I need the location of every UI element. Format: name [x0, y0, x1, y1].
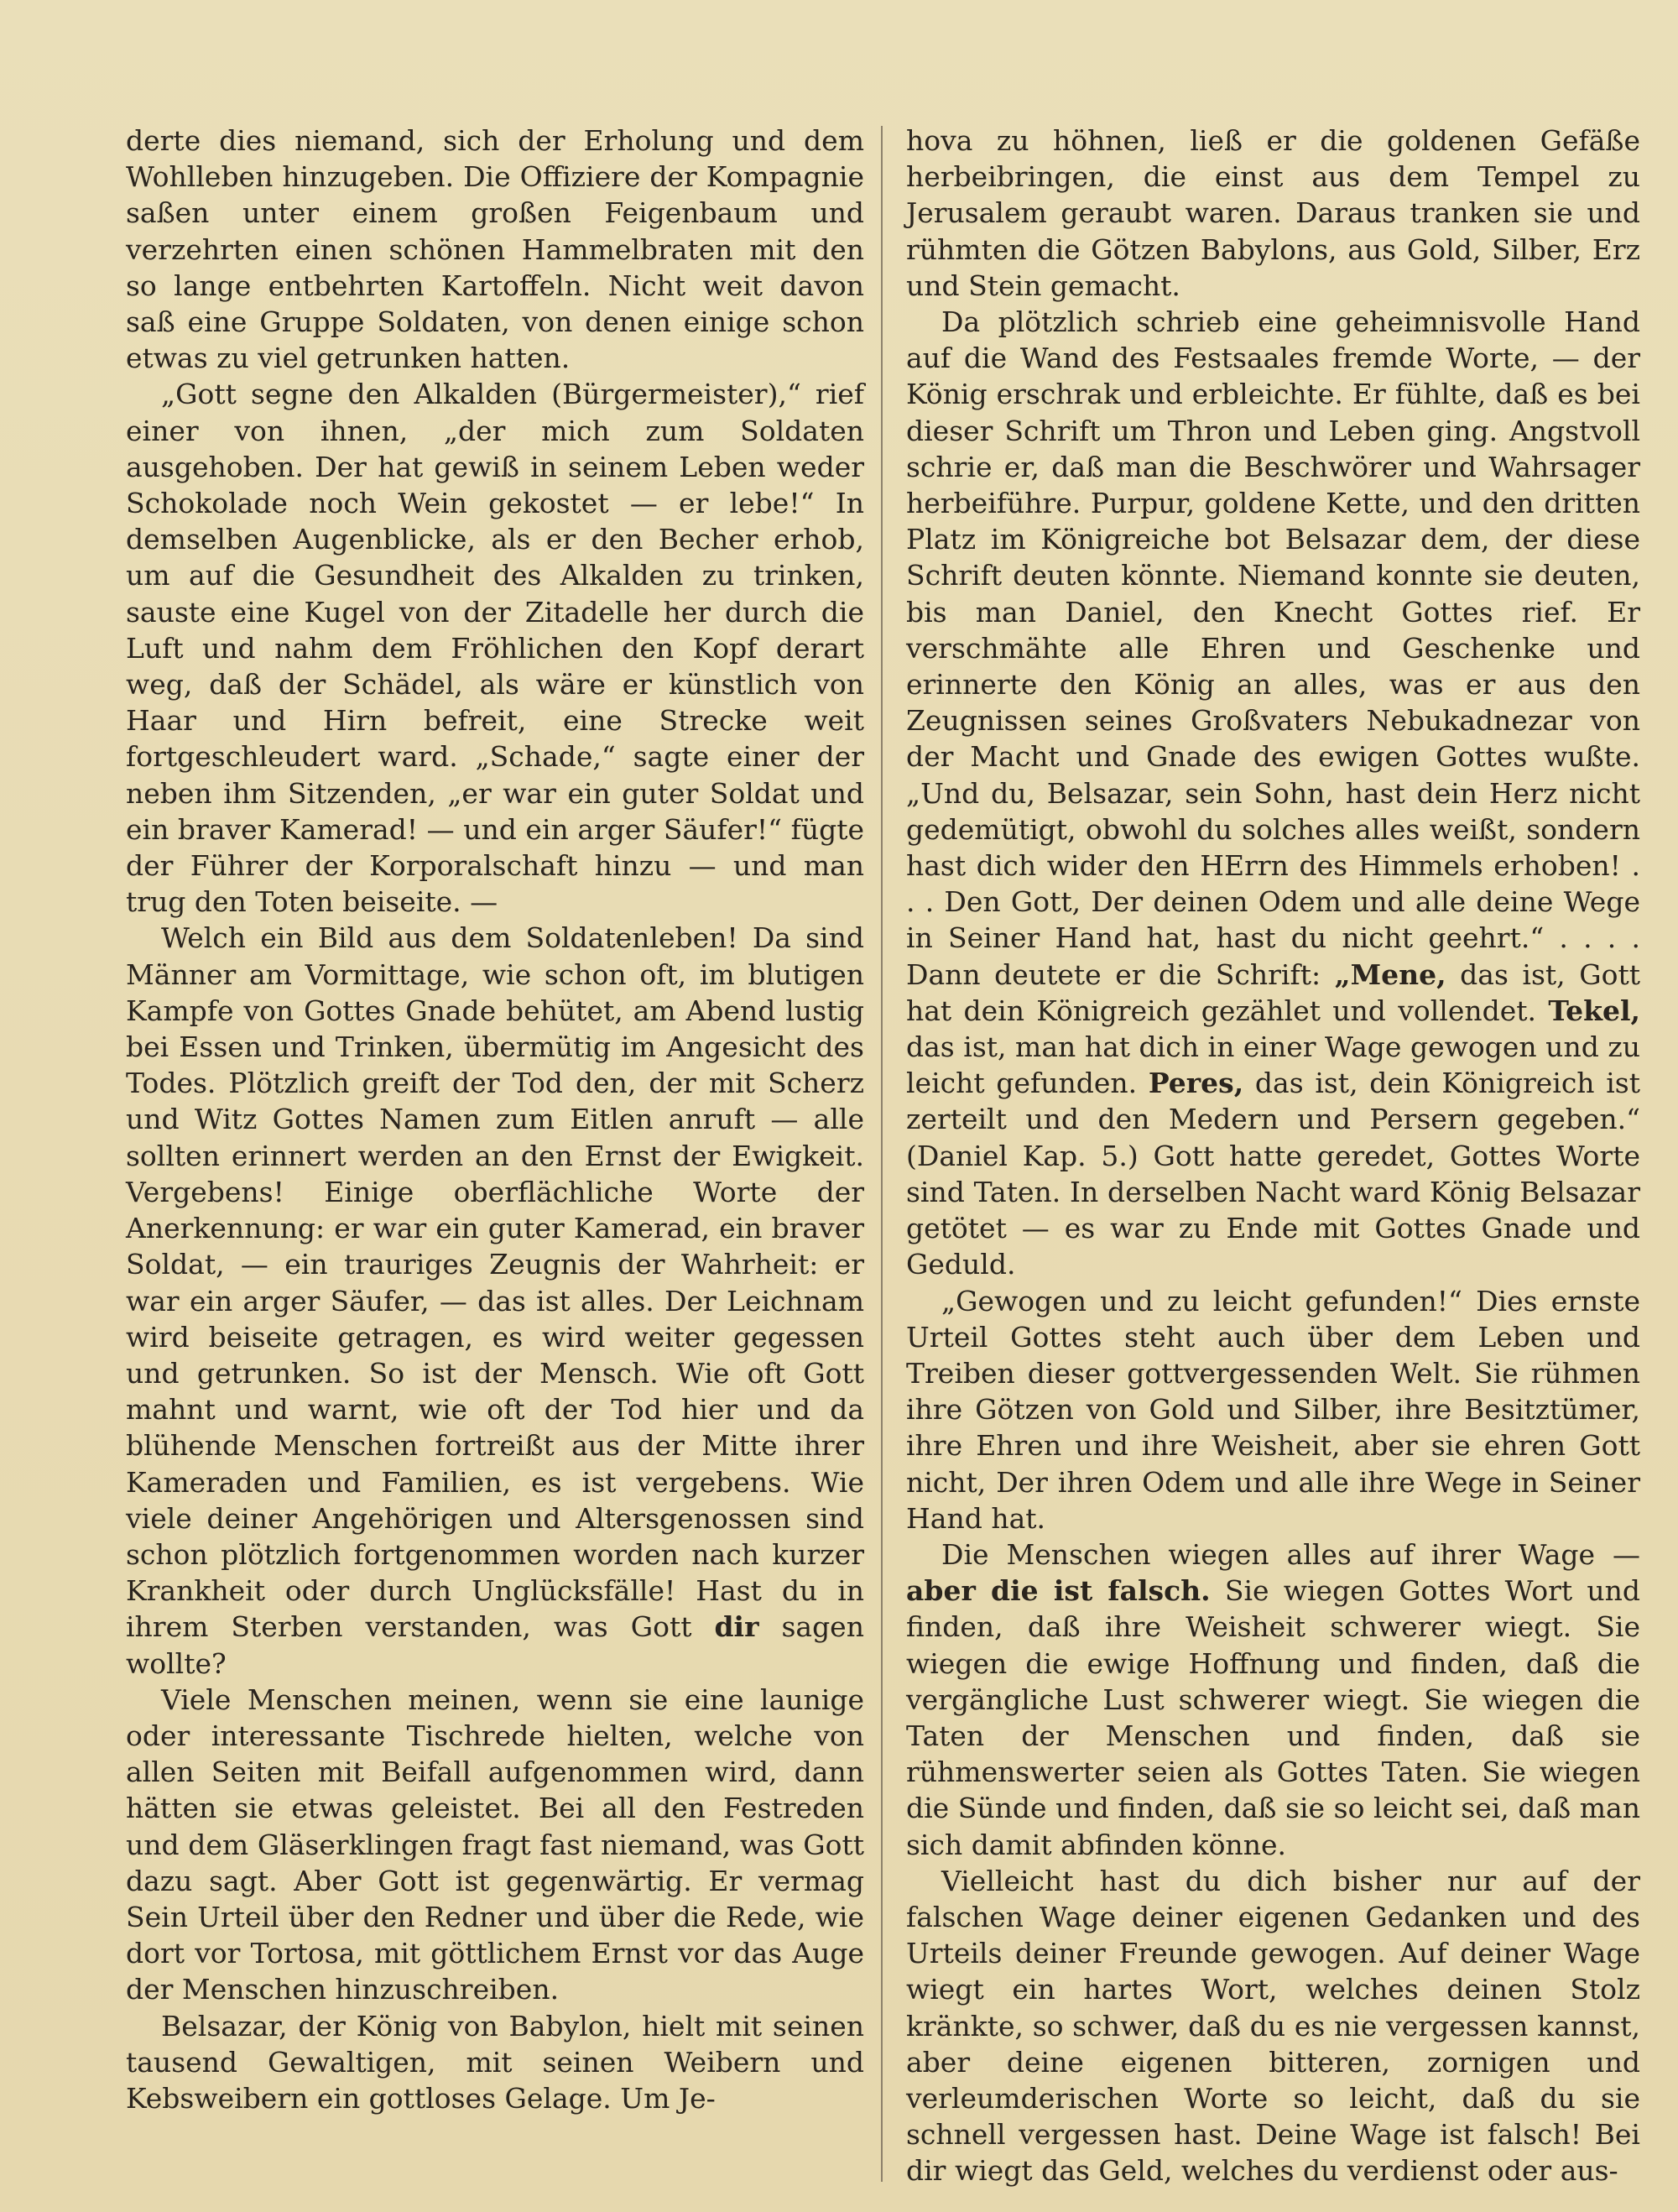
- paragraph-text: das ist, dein Königreich ist zerteilt und den Medern und Persern gegeben.“ (Daniel Kap. 5.) Gott hatte geredet, Gottes Worte sind Taten. In derselben Nacht ward König Belsazar getötet — es war zu Ende mit Gottes Gnade und Geduld.: [906, 1067, 1640, 1281]
- paragraph-text: das ist, man hat dich in einer Wage gewogen und zu leicht gefunden.: [906, 1030, 1640, 1100]
- paragraph-text: Die Menschen wiegen alles auf ihrer Wage —: [941, 1537, 1640, 1571]
- emphasis-word-tekel: Tekel,: [1548, 994, 1640, 1027]
- paragraph: [906, 304, 1640, 1282]
- paragraph-text: sagen wollte?: [126, 1610, 864, 1680]
- paragraph: Belsazar, der König von Babylon, hielt mit seinen tausend Gewaltigen, mit seinen Weibern und Kebsweibern ein gottloses Gelage. Um Je-: [126, 2009, 864, 2115]
- right-column: [906, 123, 1640, 2189]
- emphasis-word: dir: [714, 1610, 759, 1644]
- paragraph-text: Welch ein Bild aus dem Soldatenleben! Da sind Männer am Vormittage, wie schon oft, im blutigen Kampfe von Gottes Gnade behütet, am Abend lustig bei Essen und Trinken, übermütig im Angesicht des Todes. Plötzlich greift der Tod den, der mit Scherz und Witz Gottes Namen zum Eitlen anruft — alle sollten erinnert werden an den Ernst der Ewigkeit. Vergebens! Einige oberflächliche Worte der Anerkennung: er war ein guter Kamerad, ein braver Soldat, — ein trauriges Zeugnis der Wahrheit: er war ein arger Säufer, — das ist alles. Der Leichnam wird beiseite getragen, es wird weiter gegessen und getrunken. So ist der Mensch. Wie oft Gott mahnt und warnt, wie oft der Tod hier und da blühende Menschen fortreißt aus der Mitte ihrer Kameraden und Familien, es ist vergebens. Wie viele deiner Angehörigen und Altersgenossen sind schon plötzlich fortgenommen worden nach kurzer Krankheit oder durch Unglücksfälle! Hast du in ihrem Sterben verstanden, was Gott: [126, 921, 864, 1644]
- paragraph: hova zu höhnen, ließ er die goldenen Gefäße herbeibringen, die einst aus dem Tempel zu Jerusalem geraubt waren. Daraus tranken sie und rühmten die Götzen Babylons, aus Gold, Silber, Erz und Stein gemacht.: [906, 124, 1640, 302]
- paragraph-text: das ist, Gott hat dein Königreich gezählet und vollendet.: [906, 957, 1640, 1027]
- paragraph: [126, 920, 864, 1681]
- emphasis-word-peres: Peres,: [1148, 1067, 1244, 1100]
- emphasis-word-mene: „Mene,: [1334, 957, 1446, 991]
- paragraph: derte dies niemand, sich der Erholung und dem Wohlleben hinzugeben. Die Offiziere der Kompagnie saßen unter einem großen Feigenbaum und verzehrten einen schönen Hammelbraten mit den so lange entbehrten Kartoffeln. Nicht weit davon saß eine Gruppe Soldaten, von denen einige schon etwas zu viel getrunken hatten.: [126, 124, 864, 375]
- emphasis-phrase: aber die ist falsch.: [906, 1574, 1211, 1608]
- paragraph: Viele Menschen meinen, wenn sie eine launige oder interessante Tischrede hielten, welche von allen Seiten mit Beifall aufgenommen wird, dann hätten sie etwas geleistet. Bei all den Festreden und dem Gläserklingen fragt fast niemand, was Gott dazu sagt. Aber Gott ist gegenwärtig. Er vermag Sein Urteil über den Redner und über die Rede, wie dort vor Tortosa, mit göttlichem Ernst vor das Auge der Menschen hinzuschreiben.: [126, 1682, 864, 2006]
- paragraph: „Gott segne den Alkalden (Bürgermeister),“ rief einer von ihnen, „der mich zum Soldaten ausgehoben. Der hat gewiß in seinem Leben weder Schokolade noch Wein gekostet — er lebe!“ In demselben Augenblicke, als er den Becher erhob, um auf die Gesundheit des Alkalden zu trinken, sauste eine Kugel von der Zitadelle her durch die Luft und nahm dem Fröhlichen den Kopf derart weg, daß der Schädel, als wäre er künstlich von Haar und Hirn befreit, eine Strecke weit fortgeschleudert ward. „Schade,“ sagte einer der neben ihm Sitzenden, „er war ein guter Soldat und ein braver Kamerad! — und ein arger Säufer!“ fügte der Führer der Korporalschaft hinzu — und man trug den Toten beiseite. —: [126, 378, 864, 919]
- paragraph-text: Sie wiegen Gottes Wort und finden, daß ihre Weisheit schwerer wiegt. Sie wiegen die ewige Hoffnung und finden, daß die vergängliche Lust schwerer wiegt. Sie wiegen die Taten der Menschen und finden, daß sie rühmenswerter seien als Gottes Taten. Sie wiegen die Sünde und finden, daß sie so leicht sei, daß man sich damit abfinden könne.: [906, 1574, 1640, 1861]
- paragraph: [906, 1536, 1640, 1863]
- left-column: [126, 123, 864, 2116]
- paragraph: „Gewogen und zu leicht gefunden!“ Dies ernste Urteil Gottes steht auch über dem Leben und Treiben dieser gottvergessenden Welt. Sie rühmen ihre Götzen von Gold und Silber, ihre Besitztümer, ihre Ehren und ihre Weisheit, aber sie ehren Gott nicht, Der ihren Odem und alle ihre Wege in Seiner Hand hat.: [906, 1284, 1640, 1535]
- column-divider: [881, 126, 883, 2182]
- paragraph-text: Da plötzlich schrieb eine geheimnisvolle Hand auf die Wand des Festsaales fremde Worte, — der König erschrak und erbleichte. Er fühlte, daß es bei dieser Schrift um Thron und Leben ging. Angstvoll schrie er, daß man die Beschwörer und Wahrsager herbeiführe. Purpur, goldene Kette, und den dritten Platz im Königreiche bot Belsazar dem, der diese Schrift deuten könnte. Niemand konnte sie deuten, bis man Daniel, den Knecht Gottes rief. Er verschmähte alle Ehren und Geschenke und erinnerte den König an alles, was er aus den Zeugnissen seines Großvaters Nebukadnezar von der Macht und Gnade des ewigen Gottes wußte. „Und du, Belsazar, sein Sohn, hast dein Herz nicht gedemütigt, obwohl du solches alles weißt, sondern hast dich wider den HErrn des Himmels erhoben! . . . Den Gott, Der deinen Odem und alle deine Wege in Seiner Hand hat, hast du nicht geehrt.“ . . . . Dann deutete er die Schrift:: [906, 305, 1640, 991]
- paragraph: Vielleicht hast du dich bisher nur auf der falschen Wage deiner eigenen Gedanken und des Urteils deiner Freunde gewogen. Auf deiner Wage wiegt ein hartes Wort, welches deinen Stolz kränkte, so schwer, daß du es nie vergessen kannst, aber deine eigenen bitteren, zornigen und verleumderischen Worte so leicht, daß du sie schnell vergessen hast. Deine Wage ist falsch! Bei dir wiegt das Geld, welches du verdienst oder aus-: [906, 1864, 1640, 2188]
